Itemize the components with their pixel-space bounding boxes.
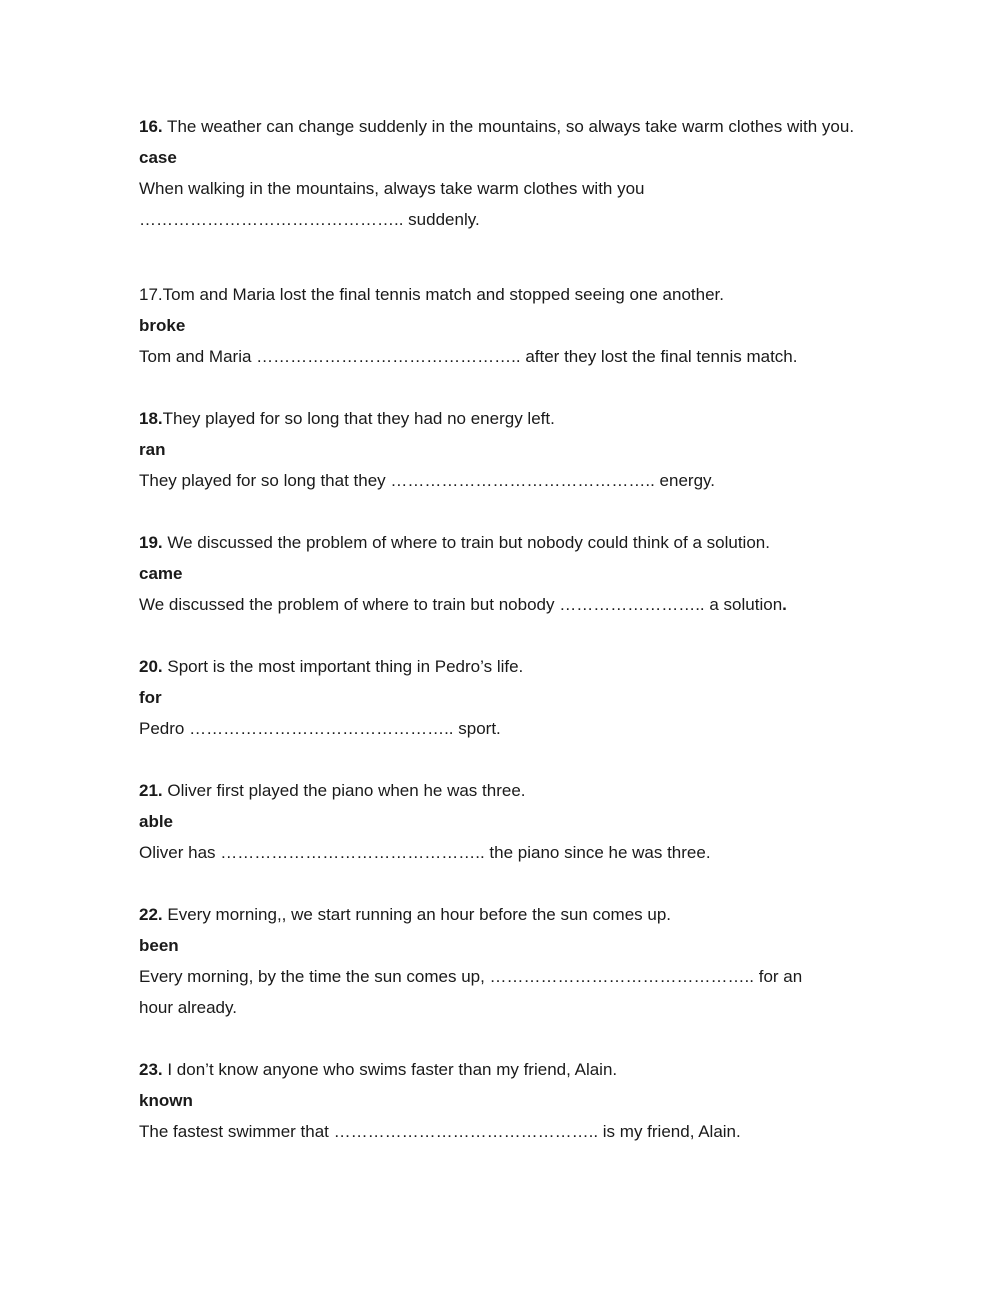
question-number: 16. bbox=[139, 117, 163, 136]
question-number: 18. bbox=[139, 409, 163, 428]
keyword: able bbox=[139, 812, 174, 831]
keyword: been bbox=[139, 936, 179, 955]
answer-sentence bbox=[139, 589, 869, 620]
answer-sentence-continued: ……………………………………….. suddenly. bbox=[139, 210, 480, 229]
question-21 bbox=[139, 775, 869, 868]
answer-sentence: When walking in the mountains, always take warm clothes with you bbox=[139, 179, 645, 198]
question-16 bbox=[139, 111, 869, 235]
keyword: known bbox=[139, 1091, 193, 1110]
question-prompt bbox=[139, 775, 869, 806]
answer-sentence: They played for so long that they ……………………………………….. energy. bbox=[139, 471, 715, 490]
question-text: The weather can change suddenly in the mountains, so always take warm clothes with you. bbox=[162, 117, 855, 136]
question-text: Sport is the most important thing in Pedro’s life. bbox=[162, 657, 524, 676]
question-prompt bbox=[139, 1054, 869, 1085]
question-prompt bbox=[139, 527, 869, 558]
answer-sentence: Oliver has ……………………………………….. the piano since he was three. bbox=[139, 843, 711, 862]
keyword: came bbox=[139, 564, 183, 583]
answer-sentence: Tom and Maria ……………………………………….. after they lost the final tennis match. bbox=[139, 347, 798, 366]
question-prompt bbox=[139, 111, 869, 142]
answer-sentence: Every morning, by the time the sun comes up, ……………………………………….. for an bbox=[139, 967, 803, 986]
question-text: We discussed the problem of where to train but nobody could think of a solution. bbox=[162, 533, 770, 552]
question-number: 22. bbox=[139, 905, 163, 924]
keyword: case bbox=[139, 148, 177, 167]
question-20 bbox=[139, 651, 869, 744]
question-prompt bbox=[139, 899, 869, 930]
question-23 bbox=[139, 1054, 869, 1147]
question-19 bbox=[139, 527, 869, 620]
question-prompt bbox=[139, 651, 869, 682]
question-text: Every morning,, we start running an hour before the sun comes up. bbox=[162, 905, 672, 924]
question-number: 23. bbox=[139, 1060, 163, 1079]
answer-sentence-continued: hour already. bbox=[139, 998, 237, 1017]
question-number: 20. bbox=[139, 657, 163, 676]
answer-sentence: Pedro ……………………………………….. sport. bbox=[139, 719, 501, 738]
question-number: 21. bbox=[139, 781, 163, 800]
question-text: I don’t know anyone who swims faster than my friend, Alain. bbox=[162, 1060, 618, 1079]
question-text: They played for so long that they had no energy left. bbox=[162, 409, 555, 428]
question-17 bbox=[139, 279, 869, 372]
question-prompt bbox=[139, 403, 869, 434]
answer-text: We discussed the problem of where to train but nobody …………………….. a solution bbox=[139, 595, 783, 614]
question-text: Oliver first played the piano when he was three. bbox=[162, 781, 526, 800]
keyword: broke bbox=[139, 316, 186, 335]
answer-sentence: The fastest swimmer that ……………………………………….. is my friend, Alain. bbox=[139, 1122, 741, 1141]
keyword: ran bbox=[139, 440, 166, 459]
question-18 bbox=[139, 403, 869, 496]
answer-period: . bbox=[782, 595, 787, 614]
keyword: for bbox=[139, 688, 162, 707]
question-prompt: 17.Tom and Maria lost the final tennis match and stopped seeing one another. bbox=[139, 285, 724, 304]
worksheet bbox=[139, 111, 869, 1147]
question-number: 19. bbox=[139, 533, 163, 552]
question-22 bbox=[139, 899, 869, 1023]
